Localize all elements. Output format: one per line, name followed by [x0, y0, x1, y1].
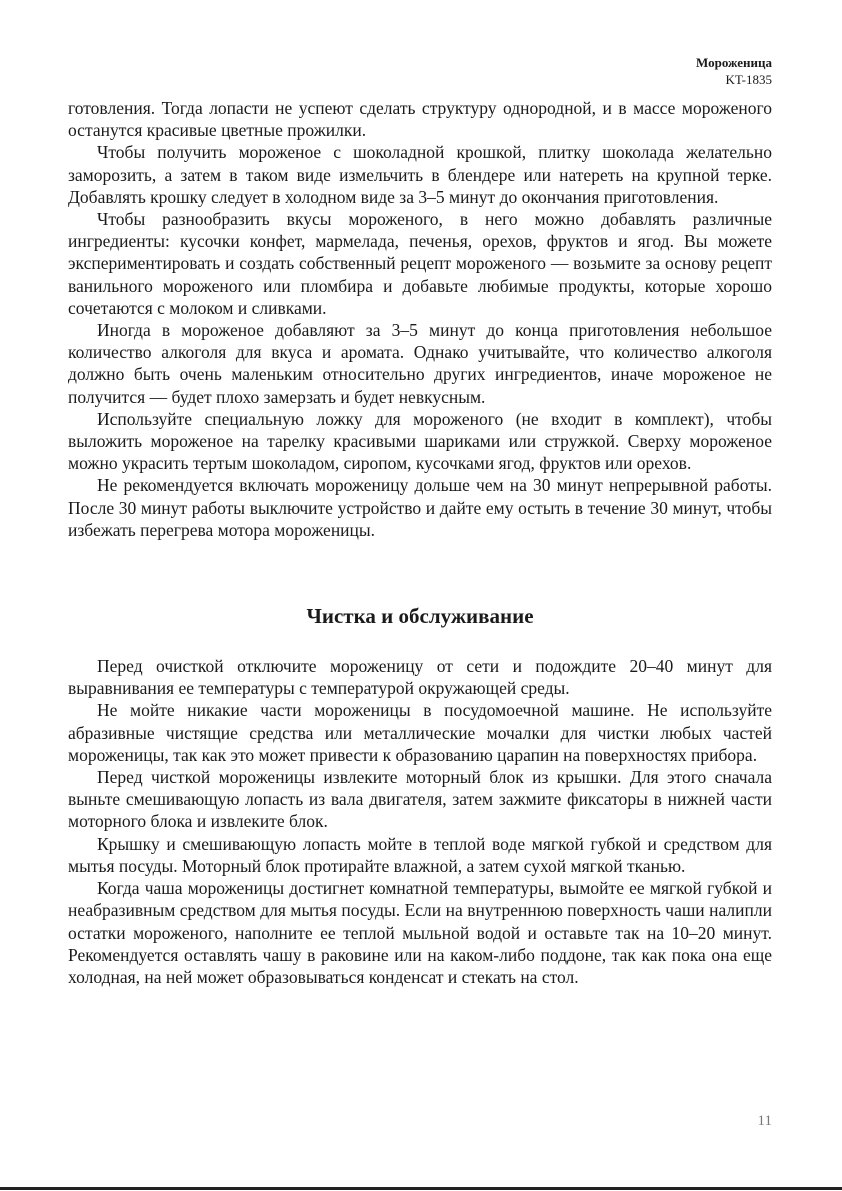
paragraph: готовления. Тогда лопасти не успеют сделать структуру однородной, и в массе мороженого останутся красивые цветные прожилки.	[68, 98, 772, 141]
page-header	[696, 54, 772, 88]
bottom-rule	[0, 1187, 842, 1190]
model-number: KT-1835	[725, 72, 772, 87]
document-title: Мороженица	[695, 55, 772, 70]
paragraph: Не мойте никакие части мороженицы в посудомоечной машине. Не используйте абразивные чистящие средства или металлические мочалки для чистки любых частей мороженицы, так как это может привести к образованию царапин на поверхностях прибора.	[68, 700, 772, 765]
paragraph: Чтобы получить мороженое с шоколадной крошкой, плитку шоколада желательно заморозить, а затем в таком виде измельчить в блендере или натереть на крупной терке. Добавлять крошку следует в холодном виде за 3–5 минут до окончания приготовления.	[68, 142, 772, 207]
paragraph: Перед чисткой мороженицы извлеките моторный блок из крышки. Для этого сначала выньте смешивающую лопасть из вала двигателя, затем зажмите фиксаторы в нижней части моторного блока и извлеките блок.	[68, 767, 772, 832]
paragraph: Перед очисткой отключите мороженицу от сети и подождите 20–40 минут для выравнивания ее температуры с температурой окружающей среды.	[68, 656, 772, 699]
paragraph: Иногда в мороженое добавляют за 3–5 минут до конца приготовления небольшое количество алкоголя для вкуса и аромата. Однако учитывайте, что количество алкоголя должно быть очень маленьким относительно других ингредиентов, иначе мороженое не получится — будет плохо замерзать и будет невкусным.	[68, 320, 772, 407]
page-content	[68, 97, 772, 988]
paragraph: Когда чаша мороженицы достигнет комнатной температуры, вымойте ее мягкой губкой и неабразивным средством для мытья посуды. Если на внутреннюю поверхность чаши налипли остатки мороженого, наполните ее теплой мыльной водой и оставьте так на 10–20 минут. Рекомендуется оставлять чашу в раковине или на каком-либо поддоне, так как пока она еще холодная, на ней может образовываться конденсат и стекать на стол.	[68, 878, 772, 987]
paragraph: Не рекомендуется включать мороженицу дольше чем на 30 минут непрерывной работы. После 30 минут работы выключите устройство и дайте ему остыть в течение 30 минут, чтобы избежать перегрева мотора мороженицы.	[68, 475, 772, 540]
paragraph: Используйте специальную ложку для мороженого (не входит в комплект), чтобы выложить мороженое на тарелку красивыми шариками или стружкой. Сверху мороженое можно украсить тертым шоколадом, сиропом, кусочками ягод, фруктов или орехов.	[68, 408, 772, 474]
paragraph: Крышку и смешивающую лопасть мойте в теплой воде мягкой губкой и средством для мытья посуды. Моторный блок протирайте влажной, а затем сухой мягкой тканью.	[68, 833, 772, 876]
paragraph: Чтобы разнообразить вкусы мороженого, в него можно добавлять различные ингредиенты: кусочки конфет, мармелада, печенья, орехов, фруктов и ягод. Вы можете экспериментировать и создать собственный рецепт мороженого — возьмите за основу рецепт ванильного мороженого или пломбира и добавьте любимые продукты, которые хорошо сочетаются с молоком и сливками.	[68, 209, 772, 318]
section-heading: Чистка и обслуживание	[306, 604, 534, 629]
page-number: 11	[757, 1113, 772, 1129]
